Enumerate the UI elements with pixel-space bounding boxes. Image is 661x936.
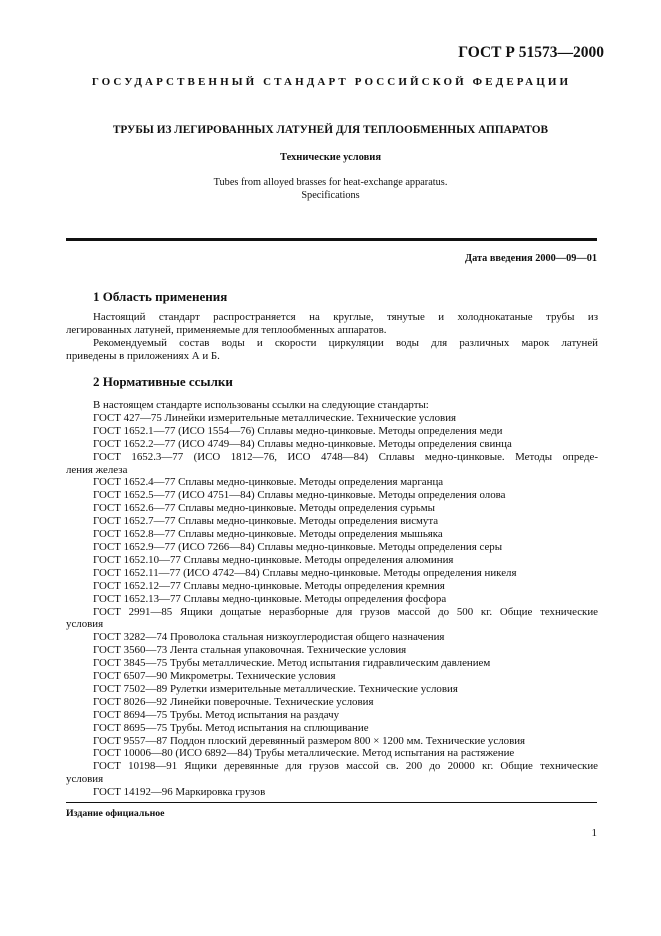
reference-line: ГОСТ 1652.1—77 (ИСО 1554—76) Сплавы медно-цинковые. Методы определения меди: [93, 424, 503, 437]
reference-line: ГОСТ 6507—90 Микрометры. Технические условия: [93, 670, 336, 683]
text-line: В настоящем стандарте использованы ссылки на следующие стандарты:: [93, 399, 429, 411]
text-line: приведены в приложениях А и Б.: [66, 349, 220, 362]
reference-line: ГОСТ 1652.5—77 (ИСО 4751—84) Сплавы медно-цинковые. Методы определения олова: [93, 489, 506, 502]
edition-label: Издание официальное: [66, 808, 165, 819]
reference-line: ГОСТ 1652.13—77 Сплавы медно-цинковые. Методы определения фосфора: [93, 592, 447, 605]
page-number: 1: [591, 827, 597, 839]
reference-line: ГОСТ 3845—75 Трубы металлические. Метод испытания гидравлическим давлением: [93, 657, 491, 670]
section-2-heading: 2 Нормативные ссылки: [93, 374, 233, 389]
reference-line: ГОСТ 1652.4—77 Сплавы медно-цинковые. Методы определения марганца: [93, 476, 444, 489]
section-1-heading: 1 Область применения: [93, 289, 228, 304]
document-code: ГОСТ Р 51573—2000: [458, 44, 604, 61]
document-title: ТРУБЫ ИЗ ЛЕГИРОВАННЫХ ЛАТУНЕЙ ДЛЯ ТЕПЛООБМЕННЫХ АППАРАТОВ: [112, 124, 549, 136]
reference-line: ГОСТ 8026—92 Линейки поверочные. Технические условия: [93, 695, 374, 708]
reference-line: ГОСТ 10006—80 (ИСО 6892—84) Трубы металлические. Метод испытания на растяжение: [93, 747, 515, 760]
reference-line: условия: [66, 773, 104, 786]
english-title: [60, 177, 601, 202]
header-divider: [66, 238, 597, 241]
section-2-body: [66, 399, 598, 799]
section-1-body: [66, 311, 598, 363]
reference-line: ГОСТ 1652.2—77 (ИСО 4749—84) Сплавы медно-цинковые. Методы определения свинца: [93, 437, 512, 450]
reference-line: ГОСТ 14192—96 Маркировка грузов: [93, 786, 266, 799]
document-subtitle: Технические условия: [279, 152, 382, 163]
reference-line: ГОСТ 1652.6—77 Сплавы медно-цинковые. Методы определения сурьмы: [93, 502, 435, 515]
reference-line: условия: [66, 618, 104, 631]
reference-line: ГОСТ 1652.11—77 (ИСО 4742—84) Сплавы медно-цинковые. Методы определения никеля: [93, 566, 517, 579]
reference-line: ГОСТ 3560—73 Лента стальная упаковочная. Технические условия: [93, 644, 407, 657]
reference-line: ГОСТ 1652.10—77 Сплавы медно-цинковые. Методы определения алюминия: [93, 553, 454, 566]
reference-line: ГОСТ 8695—75 Трубы. Метод испытания на сплющивание: [93, 721, 369, 734]
text-line: Рекомендуемый состав воды и скорости циркуляции воды для различных марок латуней: [93, 336, 598, 349]
reference-line: ГОСТ 427—75 Линейки измерительные металлические. Технические условия: [93, 411, 457, 424]
reference-line: ГОСТ 1652.9—77 (ИСО 7266—84) Сплавы медно-цинковые. Методы определения серы: [93, 540, 503, 553]
introduction-date: Дата введения 2000—09—01: [465, 253, 597, 264]
text-line: легированных латуней, применяемые для теплообменных аппаратов.: [66, 323, 387, 336]
reference-line: ления железа: [66, 463, 128, 476]
footer-divider: [66, 802, 597, 803]
reference-line: ГОСТ 1652.7—77 Сплавы медно-цинковые. Методы определения висмута: [93, 515, 439, 528]
reference-line: ГОСТ 1652.8—77 Сплавы медно-цинковые. Методы определения мышьяка: [93, 528, 443, 541]
reference-line: ГОСТ 1652.3—77 (ИСО 1812—76, ИСО 4748—84) Сплавы медно-цинковые. Методы опреде-: [93, 450, 598, 463]
state-standard-banner: ГОСУДАРСТВЕННЫЙ СТАНДАРТ РОССИЙСКОЙ ФЕДЕРАЦИИ: [91, 76, 572, 88]
reference-line: ГОСТ 3282—74 Проволока стальная низкоуглеродистая общего назначения: [93, 631, 445, 644]
reference-line: ГОСТ 8694—75 Трубы. Метод испытания на раздачу: [93, 708, 340, 721]
text-line: Настоящий стандарт распространяется на круглые, тянутые и холоднокатаные трубы из: [93, 311, 598, 323]
reference-line: ГОСТ 7502—89 Рулетки измерительные металлические. Технические условия: [93, 682, 458, 695]
reference-line: ГОСТ 1652.12—77 Сплавы медно-цинковые. Методы определения кремния: [93, 579, 445, 592]
reference-line: ГОСТ 10198—91 Ящики деревянные для грузов массой св. 200 до 20000 кг. Общие технические: [93, 760, 598, 773]
reference-line: ГОСТ 9557—87 Поддон плоский деревянный размером 800 × 1200 мм. Технические условия: [93, 734, 526, 747]
reference-line: ГОСТ 2991—85 Ящики дощатые неразборные для грузов массой до 500 кг. Общие технические: [93, 605, 598, 618]
english-title-line: Tubes from alloyed brasses for heat-exchange apparatus.: [213, 177, 448, 188]
english-title-line: Specifications: [301, 189, 360, 201]
